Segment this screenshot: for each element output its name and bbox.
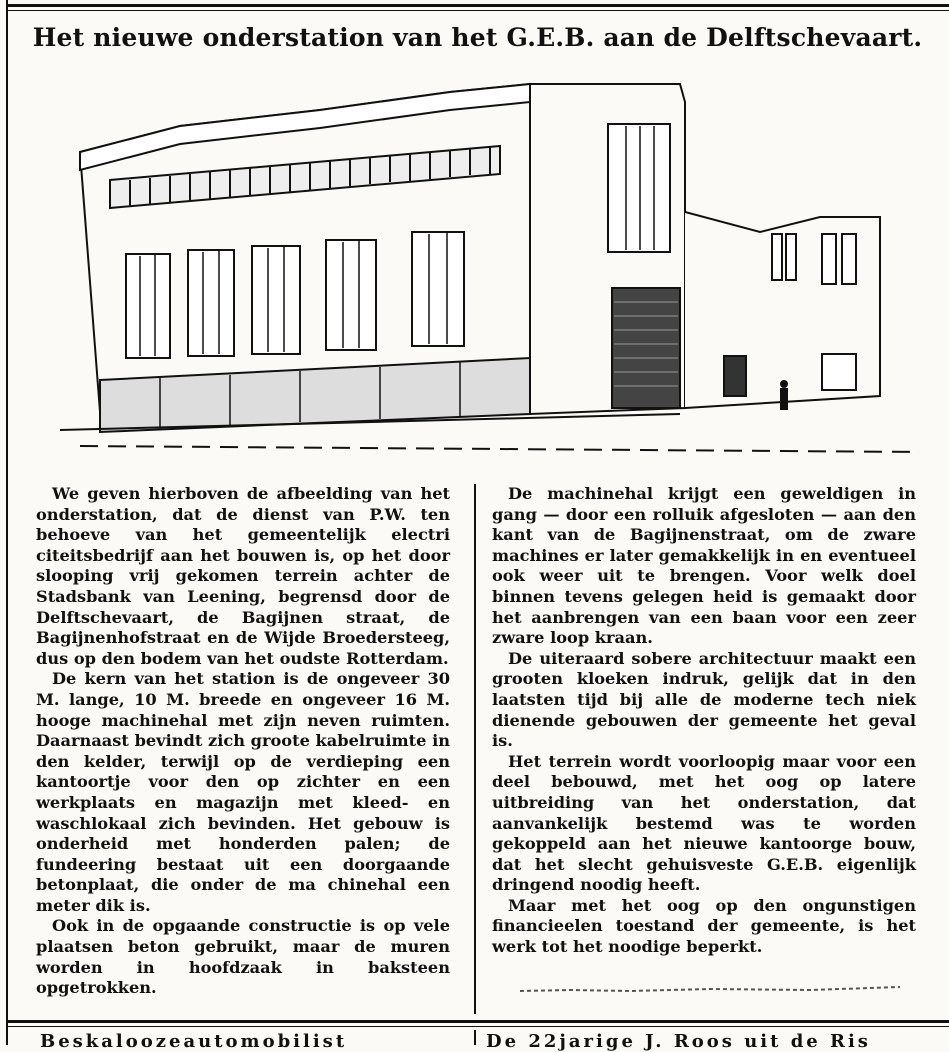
paragraph: De uiteraard sobere architectuur maakt een grooten kloeken indruk, gelijk dat in den laatsten tijd bij alle de moderne tech niek dienende gebouwen der gemeente het geval is. [492, 648, 916, 751]
paragraph: We geven hierboven de afbeelding van het onderstation, dat de dienst van P.W. ten behoeve van het gemeentelijk electri citeitsbedrijf aan het bouwen is, op het door slooping vrij gekomen terrein achter de Stadsbank van Leening, begrensd door de Delftschevaart, de Bagijnen straat, de Bagijnenhofstraat en de Wijde Broedersteeg, dus op den bodem van het oudste Rotterdam. [36, 484, 450, 668]
article-headline: Het nieuwe onderstation van het G.E.B. aan de Delftschevaart. [32, 23, 923, 52]
next-column-divider [474, 1030, 476, 1045]
paragraph: De kern van het station is de ongeveer 30 M. lange, 10 M. breede en ongeveer 16 M. hooge machinehal met zijn neven ruimten. Daarnaast bevindt zich groote kabelruimte in den kelder, terwijl op de verdieping een kantoortje voor den op zichter en een werkplaats en magazijn met kleed- en waschlokaal zich bevinden. Het gebouw is onderheid met honderden palen; de fundeering bestaat uit een doorgaande betonplaat, die onder de ma chinehal een meter dik is. [36, 669, 450, 915]
paragraph: De machinehal krijgt een geweldigen in gang — door een rolluik afgesloten — aan den kant van de Bagijnenstraat, om de zware machines er later gemakkelijk in en eventueel ook weer uit te brengen. Voor welk doel binnen tevens gelegen heid is gemaakt door het aanbrengen van een baan voor een zeer zware loop kraan. [492, 484, 916, 648]
building-illustration-icon [60, 62, 930, 470]
next-article-headline-right: De 22jarige J. Roos uit de Ris [486, 1031, 871, 1052]
article-column-right [492, 484, 916, 958]
bottom-rule [6, 1020, 949, 1023]
paragraph: Het terrein wordt voorloopig maar voor een deel bebouwd, met het oog op latere uitbreiding van het onderstation, dat aanvankelijk bestemd was te worden gekoppeld aan het nieuwe kantoorge bouw, dat het slecht gehuisveste G.E.B. eigenlijk dringend noodig heeft. [492, 751, 916, 895]
column-divider [474, 484, 476, 1014]
paragraph: Ook in de opgaande constructie is op vele plaatsen beton gebruikt, maar de muren worden in hoofdzaak in baksteen opgetrokken. [36, 916, 450, 998]
end-ornament-icon [510, 983, 910, 995]
next-article-headline-left: Beskaloozeautomobilist [40, 1031, 348, 1052]
article-column-left [36, 484, 450, 999]
paragraph: Maar met het oog op den ongunstigen financieelen toestand der gemeente, is het werk tot het noodige beperkt. [492, 895, 916, 957]
left-border-rule [6, 0, 8, 1045]
bottom-rule-thin [6, 1026, 949, 1027]
top-rule [6, 4, 949, 7]
top-rule-thin [6, 10, 949, 11]
